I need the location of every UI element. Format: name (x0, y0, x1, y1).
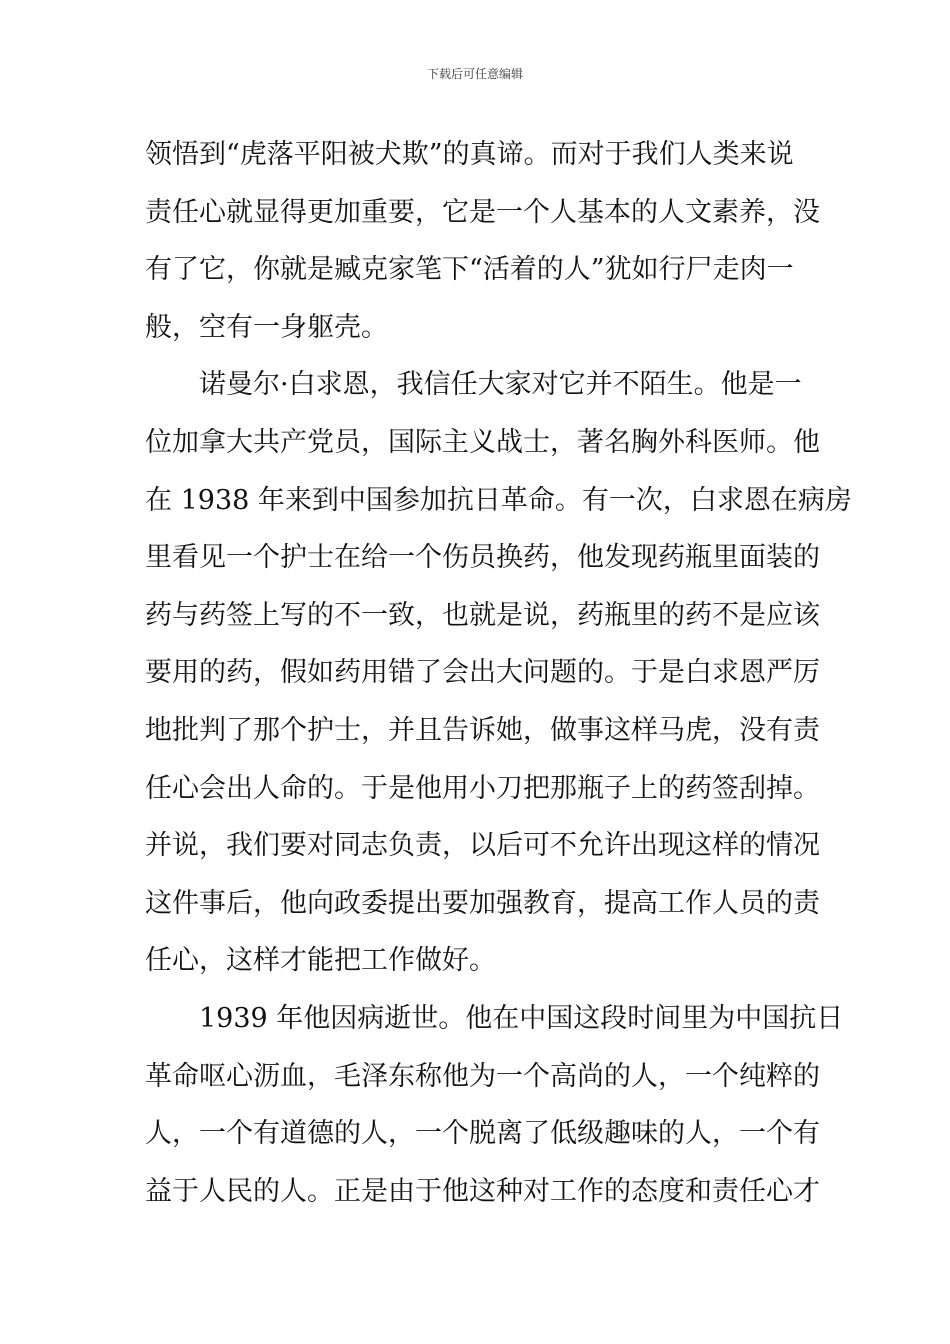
paragraph-first-line: 1939 年他因病逝世。他在中国这段时间里为中国抗日 (199, 1002, 844, 1034)
text-line: 革命呕心沥血，毛泽东称他为一个高尚的人，一个纯粹的 (145, 1060, 820, 1092)
text-line: 领悟到“虎落平阳被犬欺”的真谛。而对于我们人类来说 (145, 139, 794, 170)
text-line: 位加拿大共产党员，国际主义战士，著名胸外科医师。他 (145, 426, 820, 458)
text-line: 责任心就显得更加重要，它是一个人基本的人文素养，没 (145, 196, 820, 228)
text-line: 般，空有一身躯壳。 (145, 311, 388, 343)
page-header: 下载后可任意编辑 (426, 67, 523, 81)
text-line: 益于人民的人。正是由于他这种对工作的态度和责任心才 (145, 1175, 820, 1207)
text-line: 地批判了那个护士，并且告诉她，做事这样马虎，没有责 (145, 714, 820, 746)
text-line: 任心会出人命的。于是他用小刀把那瓶子上的药签刮掉。 (145, 772, 820, 804)
paragraph-first-line: 诺曼尔·白求恩，我信任大家对它并不陌生。他是一 (199, 369, 802, 401)
text-line: 并说，我们要对同志负责，以后可不允许出现这样的情况 (145, 830, 820, 862)
text-line: 里看见一个护士在给一个伤员换药，他发现药瓶里面装的 (145, 542, 820, 574)
text-line: 这件事后，他向政委提出要加强教育，提高工作人员的责 (145, 887, 820, 919)
text-line: 要用的药，假如药用错了会出大问题的。于是白求恩严厉 (145, 657, 820, 689)
text-line: 任心，这样才能把工作做好。 (145, 945, 496, 977)
text-line: 有了它，你就是臧克家笔下“活着的人”犹如行尸走肉一 (145, 254, 794, 286)
text-line: 人，一个有道德的人，一个脱离了低级趣味的人，一个有 (145, 1118, 820, 1150)
text-line: 药与药签上写的不一致，也就是说，药瓶里的药不是应该 (145, 599, 820, 631)
text-line: 在 1938 年来到中国参加抗日革命。有一次，白求恩在病房 (145, 484, 852, 516)
body-text (145, 126, 852, 1220)
